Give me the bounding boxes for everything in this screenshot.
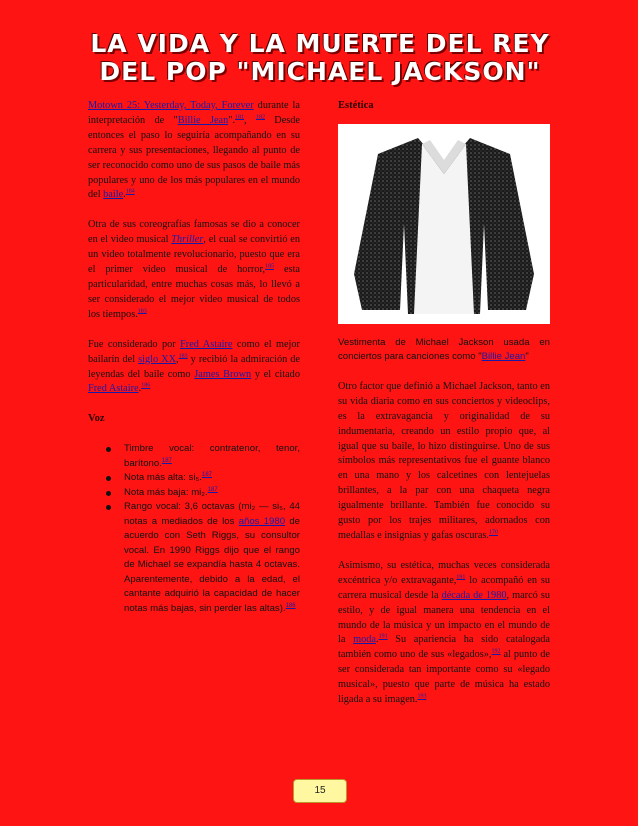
link-baile[interactable]: baile xyxy=(103,189,124,201)
list-item: Timbre vocal: contratenor, tenor, barítono.$^{187}$ xyxy=(88,442,300,471)
left-column xyxy=(88,99,300,616)
link-decada-1980[interactable]: década de 1980 xyxy=(441,589,507,601)
list-item: Nota más alta: si₅.$^{187}$ xyxy=(88,471,300,486)
right-column xyxy=(338,99,550,708)
paragraph-dance-1: Motown 25: Yesterday, Today, Forever durante la interpretación de "Billie Jean".$^{181}$, $^{182}$ Desde entonces el paso lo seguiría acompañando en su carrera y sus presentaciones, llegando al punto de ser reconocido como uno de sus pasos de baile más populares y uno de los más populares en el mundo del baile.$^{184}$ xyxy=(88,100,300,201)
jacket-illustration xyxy=(338,124,550,324)
ref-187[interactable]: 187 xyxy=(161,457,172,464)
ref-181[interactable]: 181 xyxy=(235,114,245,121)
voice-list xyxy=(88,442,300,616)
photo-caption: Vestimenta de Michael Jackson usada en conciertos para canciones como "Billie Jean" xyxy=(338,336,550,363)
ref-183[interactable]: 183 xyxy=(137,308,147,315)
ref-187b[interactable]: 187 xyxy=(201,472,212,479)
paragraph-dance-3: Fue considerado por Fred Astaire como el mejor bailarín del siglo XX,$^{183}$ y recibió la admiración de leyendas del baile como James Brown y el citado Fred Astaire.$^{186}$ xyxy=(88,338,300,395)
jacket-photo xyxy=(338,124,550,324)
ref-184[interactable]: 184 xyxy=(125,189,135,196)
link-moda[interactable]: moda xyxy=(353,634,376,646)
page-number: 15 xyxy=(293,779,347,803)
ref-187c[interactable]: 187 xyxy=(207,486,218,493)
ref-191[interactable]: 191 xyxy=(456,574,466,581)
paragraph-estetica-1: Otro factor que definió a Michael Jackson, tanto en su vida diaria como en sus conciertos y videoclips, es la extravagancia y originalidad de su indumentaria, creando un estilo propio que, al igual que su baile, lo hizo distinguirse. Uno de sus símbolos más representativos fue el guante blanco en una mano y los calcetines con lentejuelas brillantes, a la par con una chaqueta negra igualmente brillante. También fue conocido su gusto por los trajes militares, adornados con medallas e insignias y gafas oscuras.$^{170}$ xyxy=(338,380,550,541)
link-billie-jean[interactable]: Billie Jean xyxy=(177,114,229,126)
paragraph-estetica-2: Asimismo, su estética, muchas veces considerada excéntrica y/o extravagante,$^{191}$ lo acompañó en su carrera musical desde la década de 1980, marcó su estilo, y de igual manera una tendencia en el mundo de la música y un impacto en el mundo de la moda.$^{191}$ Su apariencia ha sido catalogada también como uno de sus «legados»,$^{192}$ al punto de ser considerada tan importante como su «legado musical», puesto que parte de música ha estado ligada a su imagen.$^{193}$ xyxy=(338,559,551,706)
link-anos-1980[interactable]: años 1980 xyxy=(238,515,286,527)
ref-193[interactable]: 193 xyxy=(417,693,427,700)
ref-186b[interactable]: 186 xyxy=(285,602,296,609)
ref-185[interactable]: 185 xyxy=(265,263,275,270)
link-thriller[interactable]: Thriller xyxy=(171,234,204,246)
link-fred-astaire[interactable]: Fred Astaire xyxy=(180,338,233,350)
section-heading-estetica: Estética xyxy=(338,100,374,111)
ref-192[interactable]: 192 xyxy=(491,648,501,655)
link-james-brown[interactable]: James Brown xyxy=(194,368,252,380)
link-billie-jean-caption[interactable]: Billie Jean xyxy=(481,351,526,363)
ref-191b[interactable]: 191 xyxy=(378,633,388,640)
link-motown25[interactable]: Motown 25: Yesterday, Today, Forever xyxy=(88,100,254,111)
section-heading-voz: Voz xyxy=(88,413,105,425)
ref-183b[interactable]: 183 xyxy=(178,353,188,360)
list-item: Rango vocal: 3,6 octavas (mi₂ — si₅, 44 notas a mediados de los años 1980 de acuerdo con Seth Riggs, su consultor vocal. En 1990 Riggs dijo que el rango de Michael se expandía hasta 4 octavas. Aparentemente, debido a la edad, el cantante adquirió la capacidad de hacer notas más bajas, sin perder las altas).$^{186}$ xyxy=(88,500,300,616)
ref-186[interactable]: 186 xyxy=(141,382,151,389)
ref-170[interactable]: 170 xyxy=(488,529,498,536)
list-item: Nota más baja: mi₂.$^{187}$ xyxy=(88,486,300,501)
paragraph-dance-2: Otra de sus coreografías famosas se dio a conocer en el video musical Thriller, el cual se convirtió en un video totalmente revolucionario, puesto que era el primer video musical de horror,$^{185}$ esta particularidad, entre muchas cosas más, lo llevó a ser considerado el mejor video musical de todos los tiempos.$^{183}$ xyxy=(88,219,301,320)
ref-182[interactable]: 182 xyxy=(255,114,265,121)
link-fred-astaire-2[interactable]: Fred Astaire xyxy=(88,383,139,395)
link-siglo-xx[interactable]: siglo XX xyxy=(138,353,177,365)
page-title: LA VIDA Y LA MUERTE DEL REY DEL POP "MICHAEL JACKSON" xyxy=(90,29,550,86)
